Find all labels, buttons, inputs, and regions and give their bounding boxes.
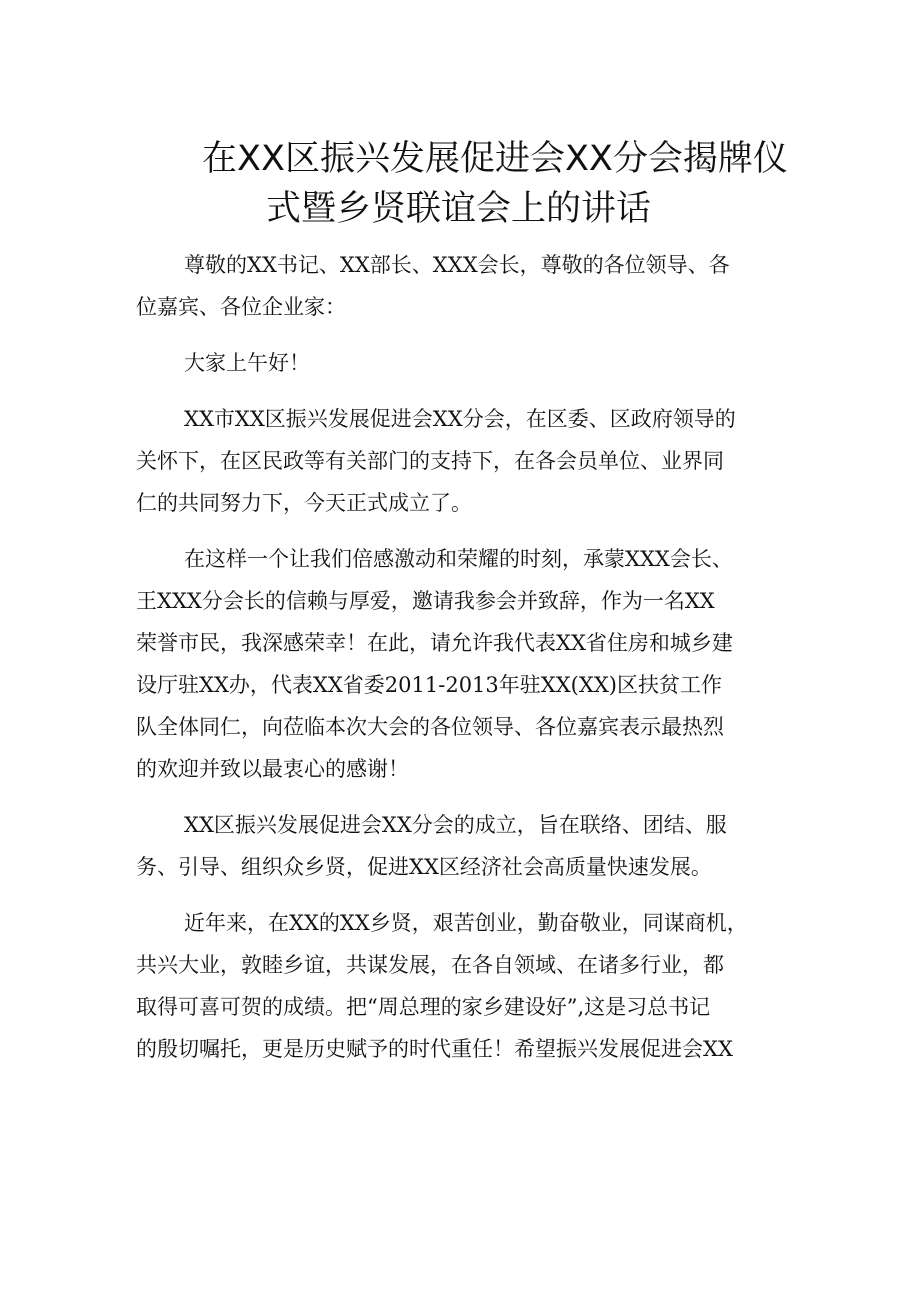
text-line: 的殷切嘱托，更是历史赋予的时代重任！希望振兴发展促进会XX [136,1037,733,1061]
paragraph-achievements [136,902,798,1070]
text-line: XX市XX区振兴发展促进会XX分会，在区委、区政府领导的 [184,407,736,431]
paragraph-thanks [136,538,798,790]
text-line: 务、引导、组织众乡贤，促进XX区经济社会高质量快速发展。 [136,855,712,879]
paragraph-salutation [136,244,798,328]
text-line: 共兴大业，敦睦乡谊，共谋发展，在各自领域、在诸多行业，都 [136,953,724,977]
title-line: 在XX区振兴发展促进会XX分会揭牌仪 [202,139,788,179]
text-line: 荣誉市民，我深感荣幸！在此，请允许我代表XX省住房和城乡建 [136,631,733,655]
text-line: 大家上午好！ [184,351,310,375]
document-body [136,244,798,1070]
text-line: 关怀下，在区民政等有关部门的支持下，在各会员单位、业界同 [136,449,724,473]
text-line: 近年来，在XX的XX乡贤，艰苦创业，勤奋敬业，同谋商机， [184,911,748,935]
paragraph-establishment [136,398,798,524]
title-line: 式暨乡贤联谊会上的讲话 [266,189,652,229]
text-line: 尊敬的XX书记、XX部长、XXX会长，尊敬的各位领导、各 [184,253,730,277]
paragraph-purpose [136,804,798,888]
text-line: 仁的共同努力下，今天正式成立了。 [136,491,472,515]
document-title [140,134,800,234]
text-line: 王XXX分会长的信赖与厚爱，邀请我参会并致辞，作为一名XX [136,589,715,613]
paragraph-greeting [136,342,798,384]
text-line: 的欢迎并致以最衷心的感谢！ [136,757,409,781]
text-line: 位嘉宾、各位企业家： [136,295,346,319]
text-line: 在这样一个让我们倍感激动和荣耀的时刻，承蒙XXX会长、 [184,547,733,571]
text-line: 设厅驻XX办，代表XX省委2011-2013年驻XX(XX)区扶贫工作 [136,673,722,697]
text-line: XX区振兴发展促进会XX分会的成立，旨在联络、团结、服 [184,813,727,837]
text-line: 取得可喜可贺的成绩。把“周总理的家乡建设好”,这是习总书记 [136,995,711,1019]
text-line: 队全体同仁，向莅临本次大会的各位领导、各位嘉宾表示最热烈 [136,715,724,739]
